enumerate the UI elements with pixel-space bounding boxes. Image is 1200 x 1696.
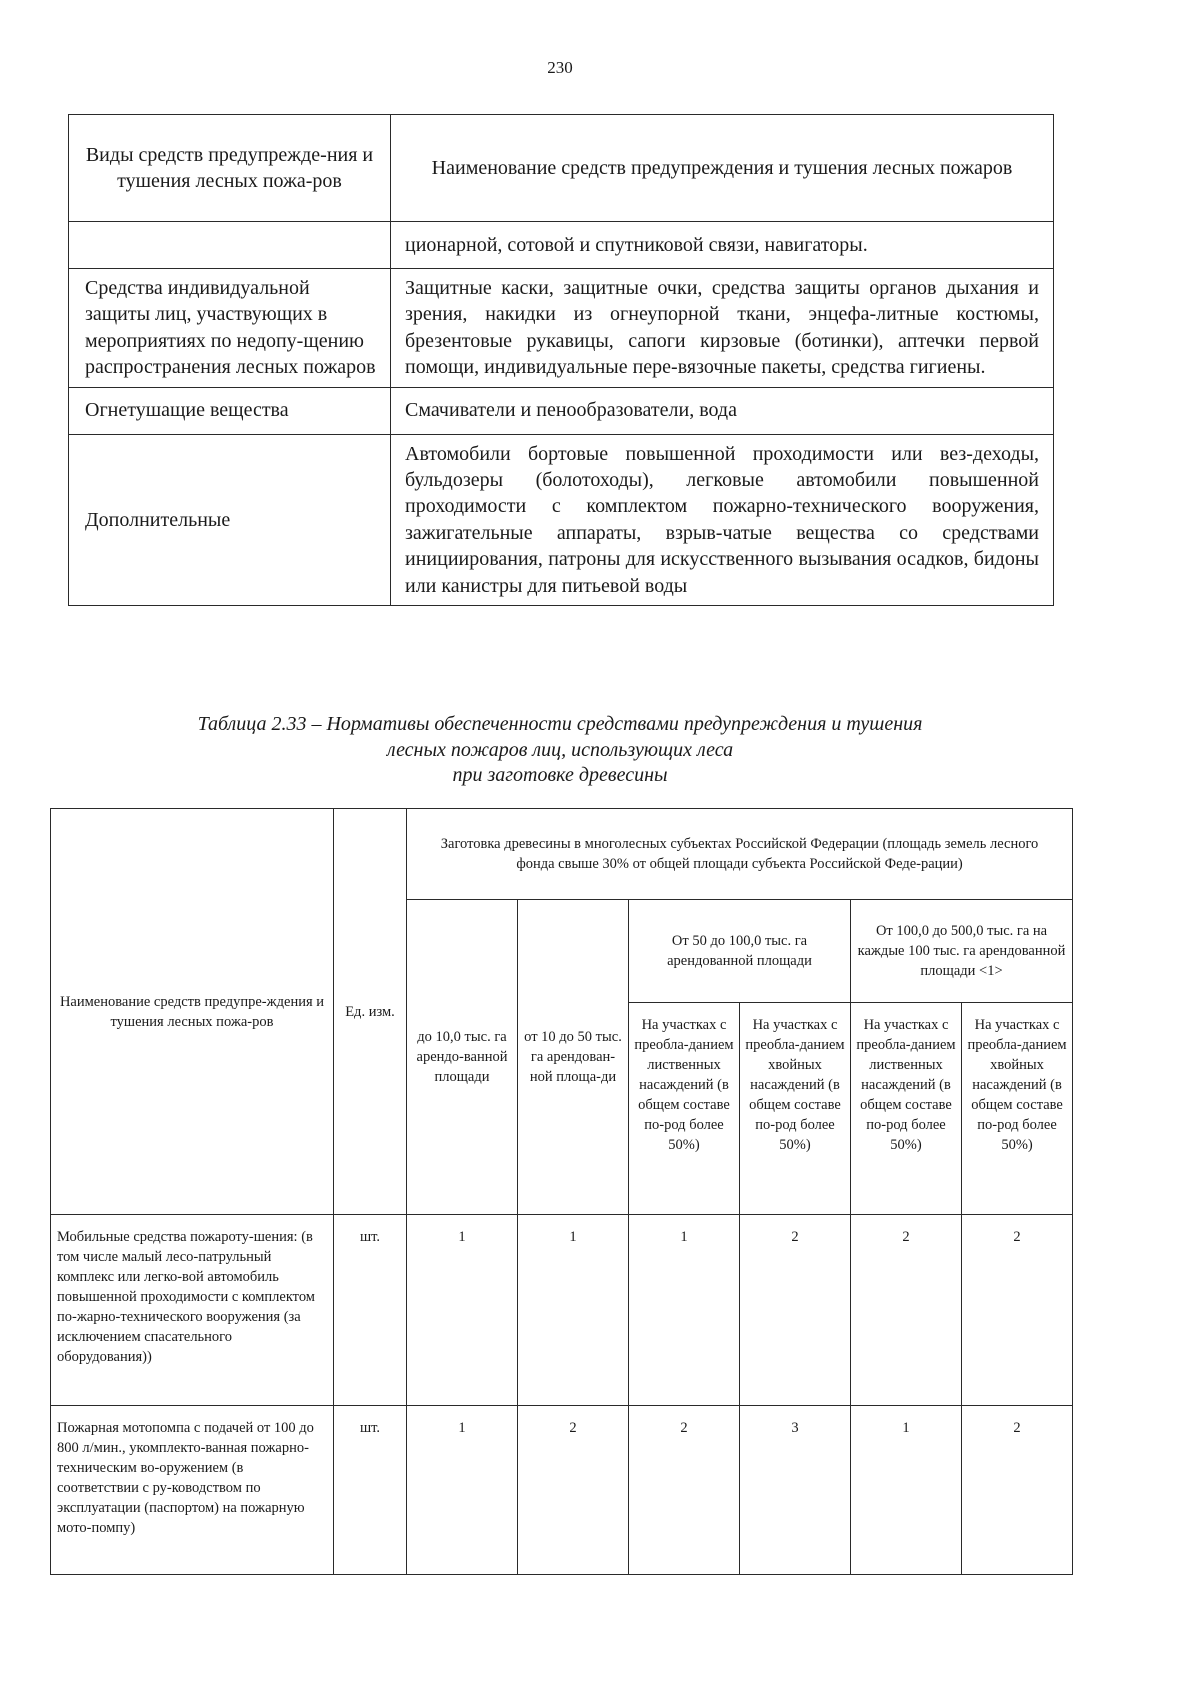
row-value: 1 bbox=[851, 1406, 962, 1575]
caption-line: при заготовке древесины bbox=[452, 764, 668, 787]
row-text: ционарной, сотовой и спутниковой связи, навигаторы. bbox=[391, 222, 1054, 269]
header-deciduous: На участках с преобла-данием лиственных насаждений (в общем составе по-род более 50%) bbox=[851, 1003, 962, 1215]
table-header-row bbox=[69, 115, 1054, 222]
header-name: Наименование средств предупре-ждения и тушения лесных пожа-ров bbox=[51, 809, 334, 1215]
header-equipment-name: Наименование средств предупреждения и тушения лесных пожаров bbox=[391, 115, 1054, 222]
row-value: 1 bbox=[407, 1215, 518, 1406]
row-name: Мобильные средства пожароту-шения: (в том числе малый лесо-патрульный комплекс или легко-вой автомобиль повышенной проходимости с комплектом по-жарно-технического вооружения (за исключением спасательного оборудования)) bbox=[51, 1215, 334, 1406]
table-row bbox=[69, 222, 1054, 269]
row-value: 2 bbox=[629, 1406, 740, 1575]
row-unit: шт. bbox=[334, 1406, 407, 1575]
row-name: Пожарная мотопомпа с подачей от 100 до 800 л/мин., укомплекто-ванная пожарно-техническим во-оружением (в соответствии с ру-ководством по эксплуатации (паспортом) на пожарную мото-помпу) bbox=[51, 1406, 334, 1575]
fire-equipment-norms-table bbox=[50, 808, 1073, 1575]
header-equipment-type: Виды средств предупрежде-ния и тушения лесных пожа-ров bbox=[69, 115, 391, 222]
page-number: 230 bbox=[547, 58, 573, 77]
row-value: 3 bbox=[740, 1406, 851, 1575]
row-value: 2 bbox=[518, 1406, 629, 1575]
table-row bbox=[69, 434, 1054, 605]
table-caption bbox=[90, 712, 1030, 789]
row-value: 1 bbox=[407, 1406, 518, 1575]
row-type bbox=[69, 222, 391, 269]
table-row bbox=[69, 269, 1054, 388]
row-text: Автомобили бортовые повышенной проходимости или вез-деходы, бульдозеры (болотоходы), легковые автомобили повышенной проходимости с комплектом пожарно-технического вооружения, зажигательные аппараты, взрыв-чатые вещества со средствами инициирования, патроны для искусственного вызывания осадков, бидоны или канистры для питьевой воды bbox=[391, 434, 1054, 605]
row-value: 2 bbox=[962, 1215, 1073, 1406]
row-text: Смачиватели и пенообразователи, вода bbox=[391, 387, 1054, 434]
row-value: 2 bbox=[962, 1406, 1073, 1575]
header-area-10: до 10,0 тыс. га арендо-ванной площади bbox=[407, 900, 518, 1215]
header-area-100-500: От 100,0 до 500,0 тыс. га на каждые 100 тыс. га арендованной площади <1> bbox=[851, 900, 1073, 1003]
row-value: 2 bbox=[740, 1215, 851, 1406]
header-coniferous: На участках с преобла-данием хвойных насаждений (в общем составе по-род более 50%) bbox=[740, 1003, 851, 1215]
row-value: 2 bbox=[851, 1215, 962, 1406]
header-unit: Ед. изм. bbox=[334, 809, 407, 1215]
table-row bbox=[51, 1406, 1073, 1575]
row-text: Защитные каски, защитные очки, средства защиты органов дыхания и зрения, накидки из огнеупорной ткани, энцефа-литные костюмы, брезентовые рукавицы, сапоги кирзовые (ботинки), аптечки первой помощи, индивидуальные пере-вязочные пакеты, средства гигиены. bbox=[391, 269, 1054, 388]
row-type: Средства индивидуальной защиты лиц, участвующих в мероприятиях по недопу-щению распространения лесных пожаров bbox=[69, 269, 391, 388]
header-area-10-50: от 10 до 50 тыс. га арендован-ной площа-ди bbox=[518, 900, 629, 1215]
row-unit: шт. bbox=[334, 1215, 407, 1406]
fire-equipment-types-table bbox=[68, 114, 1054, 606]
row-type: Огнетушащие вещества bbox=[69, 387, 391, 434]
table-header-row bbox=[51, 809, 1073, 900]
header-area-50-100: От 50 до 100,0 тыс. га арендованной площади bbox=[629, 900, 851, 1003]
row-value: 1 bbox=[518, 1215, 629, 1406]
header-group: Заготовка древесины в многолесных субъектах Российской Федерации (площадь земель лесного фонда свыше 30% от общей площади субъекта Российской Феде-рации) bbox=[407, 809, 1073, 900]
header-deciduous: На участках с преобла-данием лиственных насаждений (в общем составе по-род более 50%) bbox=[629, 1003, 740, 1215]
row-type: Дополнительные bbox=[69, 434, 391, 605]
table-row bbox=[51, 1215, 1073, 1406]
row-value: 1 bbox=[629, 1215, 740, 1406]
table-row bbox=[69, 387, 1054, 434]
caption-line: лесных пожаров лиц, использующих леса bbox=[386, 738, 734, 761]
header-coniferous: На участках с преобла-данием хвойных насаждений (в общем составе по-род более 50%) bbox=[962, 1003, 1073, 1215]
caption-line: Таблица 2.33 – Нормативы обеспеченности средствами предупреждения и тушения bbox=[197, 713, 923, 735]
